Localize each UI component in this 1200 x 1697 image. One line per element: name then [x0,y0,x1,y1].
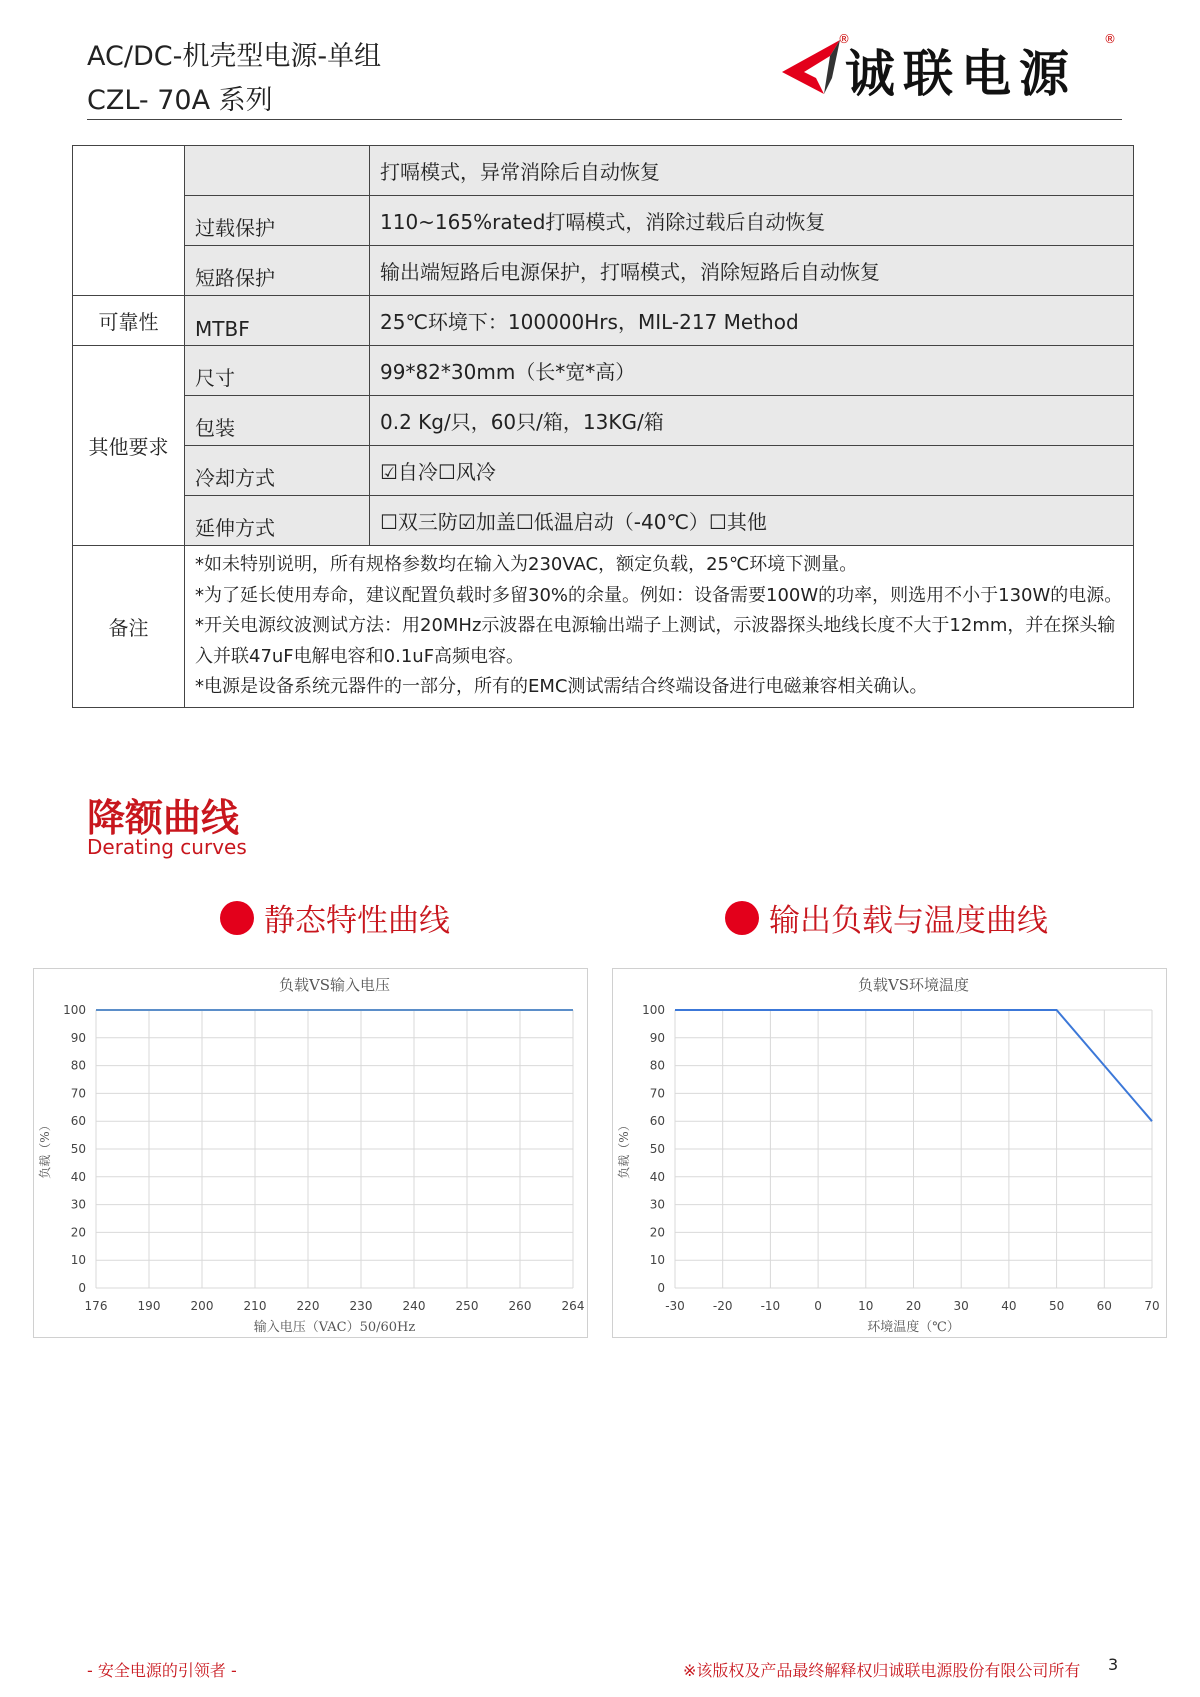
x-tick-label: 240 [402,1299,426,1313]
notes-cell [185,546,1134,708]
y-tick-label: 10 [70,1253,86,1268]
spec-item: 尺寸 [185,346,370,396]
table-row [73,296,1134,346]
spec-item: 短路保护 [185,246,370,296]
notes-label: 备注 [73,546,185,708]
table-row [73,146,1134,196]
y-tick-label: 20 [649,1225,665,1240]
doc-title: AC/DC-机壳型电源-单组 [87,41,382,72]
chart-heading-text: 静态特性曲线 [264,903,450,939]
x-tick-label: -10 [760,1299,781,1313]
x-tick-label: 190 [137,1299,161,1313]
x-tick-label: 0 [814,1299,822,1313]
y-tick-label: 90 [649,1030,665,1045]
y-tick-label: 80 [70,1058,86,1073]
spec-value: 输出端短路后电源保护，打嗝模式，消除短路后自动恢复 [370,246,1134,296]
y-tick-label: 50 [649,1142,665,1156]
x-tick-label: 210 [243,1299,267,1313]
y-axis-label: 负载（%） [38,1119,52,1179]
series-title: CZL- 70A 系列 [87,85,273,116]
y-tick-label: 80 [649,1058,665,1073]
chart-frame [613,969,1167,1338]
spec-item [185,146,370,196]
spec-category: 可靠性 [73,296,185,346]
spec-category [73,146,185,296]
x-tick-label: 230 [349,1299,373,1313]
spec-value: ☐双三防☑加盖☐低温启动（-40℃）☐其他 [370,496,1134,546]
spec-value: 110~165%rated打嗝模式，消除过载后自动恢复 [370,196,1134,246]
logo-arrow-icon [780,38,850,98]
chart-load-vs-voltage [33,968,588,1338]
x-tick-label: 40 [1001,1299,1017,1313]
y-tick-label: 100 [63,1003,86,1017]
y-tick-label: 10 [649,1253,665,1268]
spec-value: ☑自冷☐风冷 [370,446,1134,496]
x-tick-label: 30 [953,1299,969,1313]
page-number: 3 [1108,1655,1119,1674]
spec-item: 延伸方式 [185,496,370,546]
section-title: 降额曲线 [87,796,240,840]
footer-copyright: ※该版权及产品最终解释权归诚联电源股份有限公司所有 [683,1661,1081,1680]
y-tick-label: 30 [70,1197,86,1212]
section-subtitle: Derating curves [87,835,247,859]
spec-category: 其他要求 [73,346,185,546]
y-tick-label: 50 [70,1142,86,1156]
spec-item: MTBF [185,296,370,346]
note-item: *为了延长使用寿命，建议配置负载时多留30%的余量。例如：设备需要100W的功率，则选用不小于130W的电源。 [195,584,1123,606]
x-tick-label: 200 [190,1299,214,1313]
x-tick-label: 220 [296,1299,320,1313]
y-tick-label: 70 [649,1086,665,1101]
chart-heading-text: 输出负载与温度曲线 [769,903,1048,939]
spec-item: 过载保护 [185,196,370,246]
x-tick-label: -20 [712,1299,733,1313]
spec-item: 冷却方式 [185,446,370,496]
y-tick-label: 100 [642,1003,665,1017]
brand-logo [780,30,1120,102]
y-tick-label: 0 [78,1281,86,1295]
x-tick-label: 60 [1096,1299,1112,1313]
chart-frame [34,969,588,1338]
note-item: *如未特别说明，所有规格参数均在输入为230VAC，额定负载，25℃环境下测量。 [195,554,858,575]
y-axis-label: 负载（%） [617,1119,631,1179]
table-row [73,396,1134,446]
x-tick-label: 250 [455,1299,479,1313]
note-item: *开关电源纹波测试方法：用20MHz示波器在电源输出端子上测试，示波器探头地线长度不大于12mm，并在探头输入并联47uF电解电容和0.1uF高频电容。 [195,615,1116,667]
x-tick-label: 264 [561,1299,585,1313]
spec-table [72,145,1134,708]
chart-heading [220,895,450,940]
spec-value: 打嗝模式，异常消除后自动恢复 [370,146,1134,196]
y-tick-label: 90 [70,1030,86,1045]
header-divider [87,119,1122,120]
y-tick-label: 20 [70,1225,86,1240]
note-item: *电源是设备系统元器件的一部分，所有的EMC测试需结合终端设备进行电磁兼容相关确认。 [195,676,928,698]
bullet-dot-icon [725,901,759,935]
notes-row [73,546,1134,708]
x-tick-label: -30 [665,1299,685,1313]
footer-slogan: - 安全电源的引领者 - [87,1661,237,1680]
y-tick-label: 60 [649,1114,665,1129]
x-tick-label: 20 [905,1299,922,1313]
x-tick-label: 50 [1048,1299,1065,1313]
x-tick-label: 260 [508,1299,532,1313]
y-tick-label: 40 [649,1169,665,1184]
chart-title: 负载VS环境温度 [857,976,970,994]
table-row [73,246,1134,296]
chart-heading [725,895,1048,940]
spec-value: 25℃环境下：100000Hrs，MIL-217 Method [370,296,1134,346]
spec-item: 包装 [185,396,370,446]
spec-value: 99*82*30mm（长*宽*高） [370,346,1134,396]
chart-title: 负载VS输入电压 [278,976,391,994]
x-axis-label: 输入电压（VAC）50/60Hz [253,1320,416,1335]
logo-reg-mark: ® [838,32,850,46]
x-tick-label: 70 [1144,1299,1160,1313]
bullet-dot-icon [220,901,254,935]
table-row [73,446,1134,496]
y-tick-label: 70 [70,1086,86,1101]
y-tick-label: 0 [657,1281,665,1295]
table-row [73,196,1134,246]
spec-value: 0.2 Kg/只，60只/箱，13KG/箱 [370,396,1134,446]
x-axis-label: 环境温度（℃） [867,1320,960,1335]
table-row [73,496,1134,546]
table-row [73,346,1134,396]
logo-reg-mark-2: ® [1104,32,1116,46]
chart-load-vs-temperature [612,968,1167,1338]
y-tick-label: 60 [70,1114,86,1129]
y-tick-label: 40 [70,1169,86,1184]
logo-text: 诚联电源 [845,44,1077,103]
y-tick-label: 30 [649,1197,665,1212]
x-tick-label: 10 [858,1299,874,1313]
x-tick-label: 176 [84,1299,108,1313]
